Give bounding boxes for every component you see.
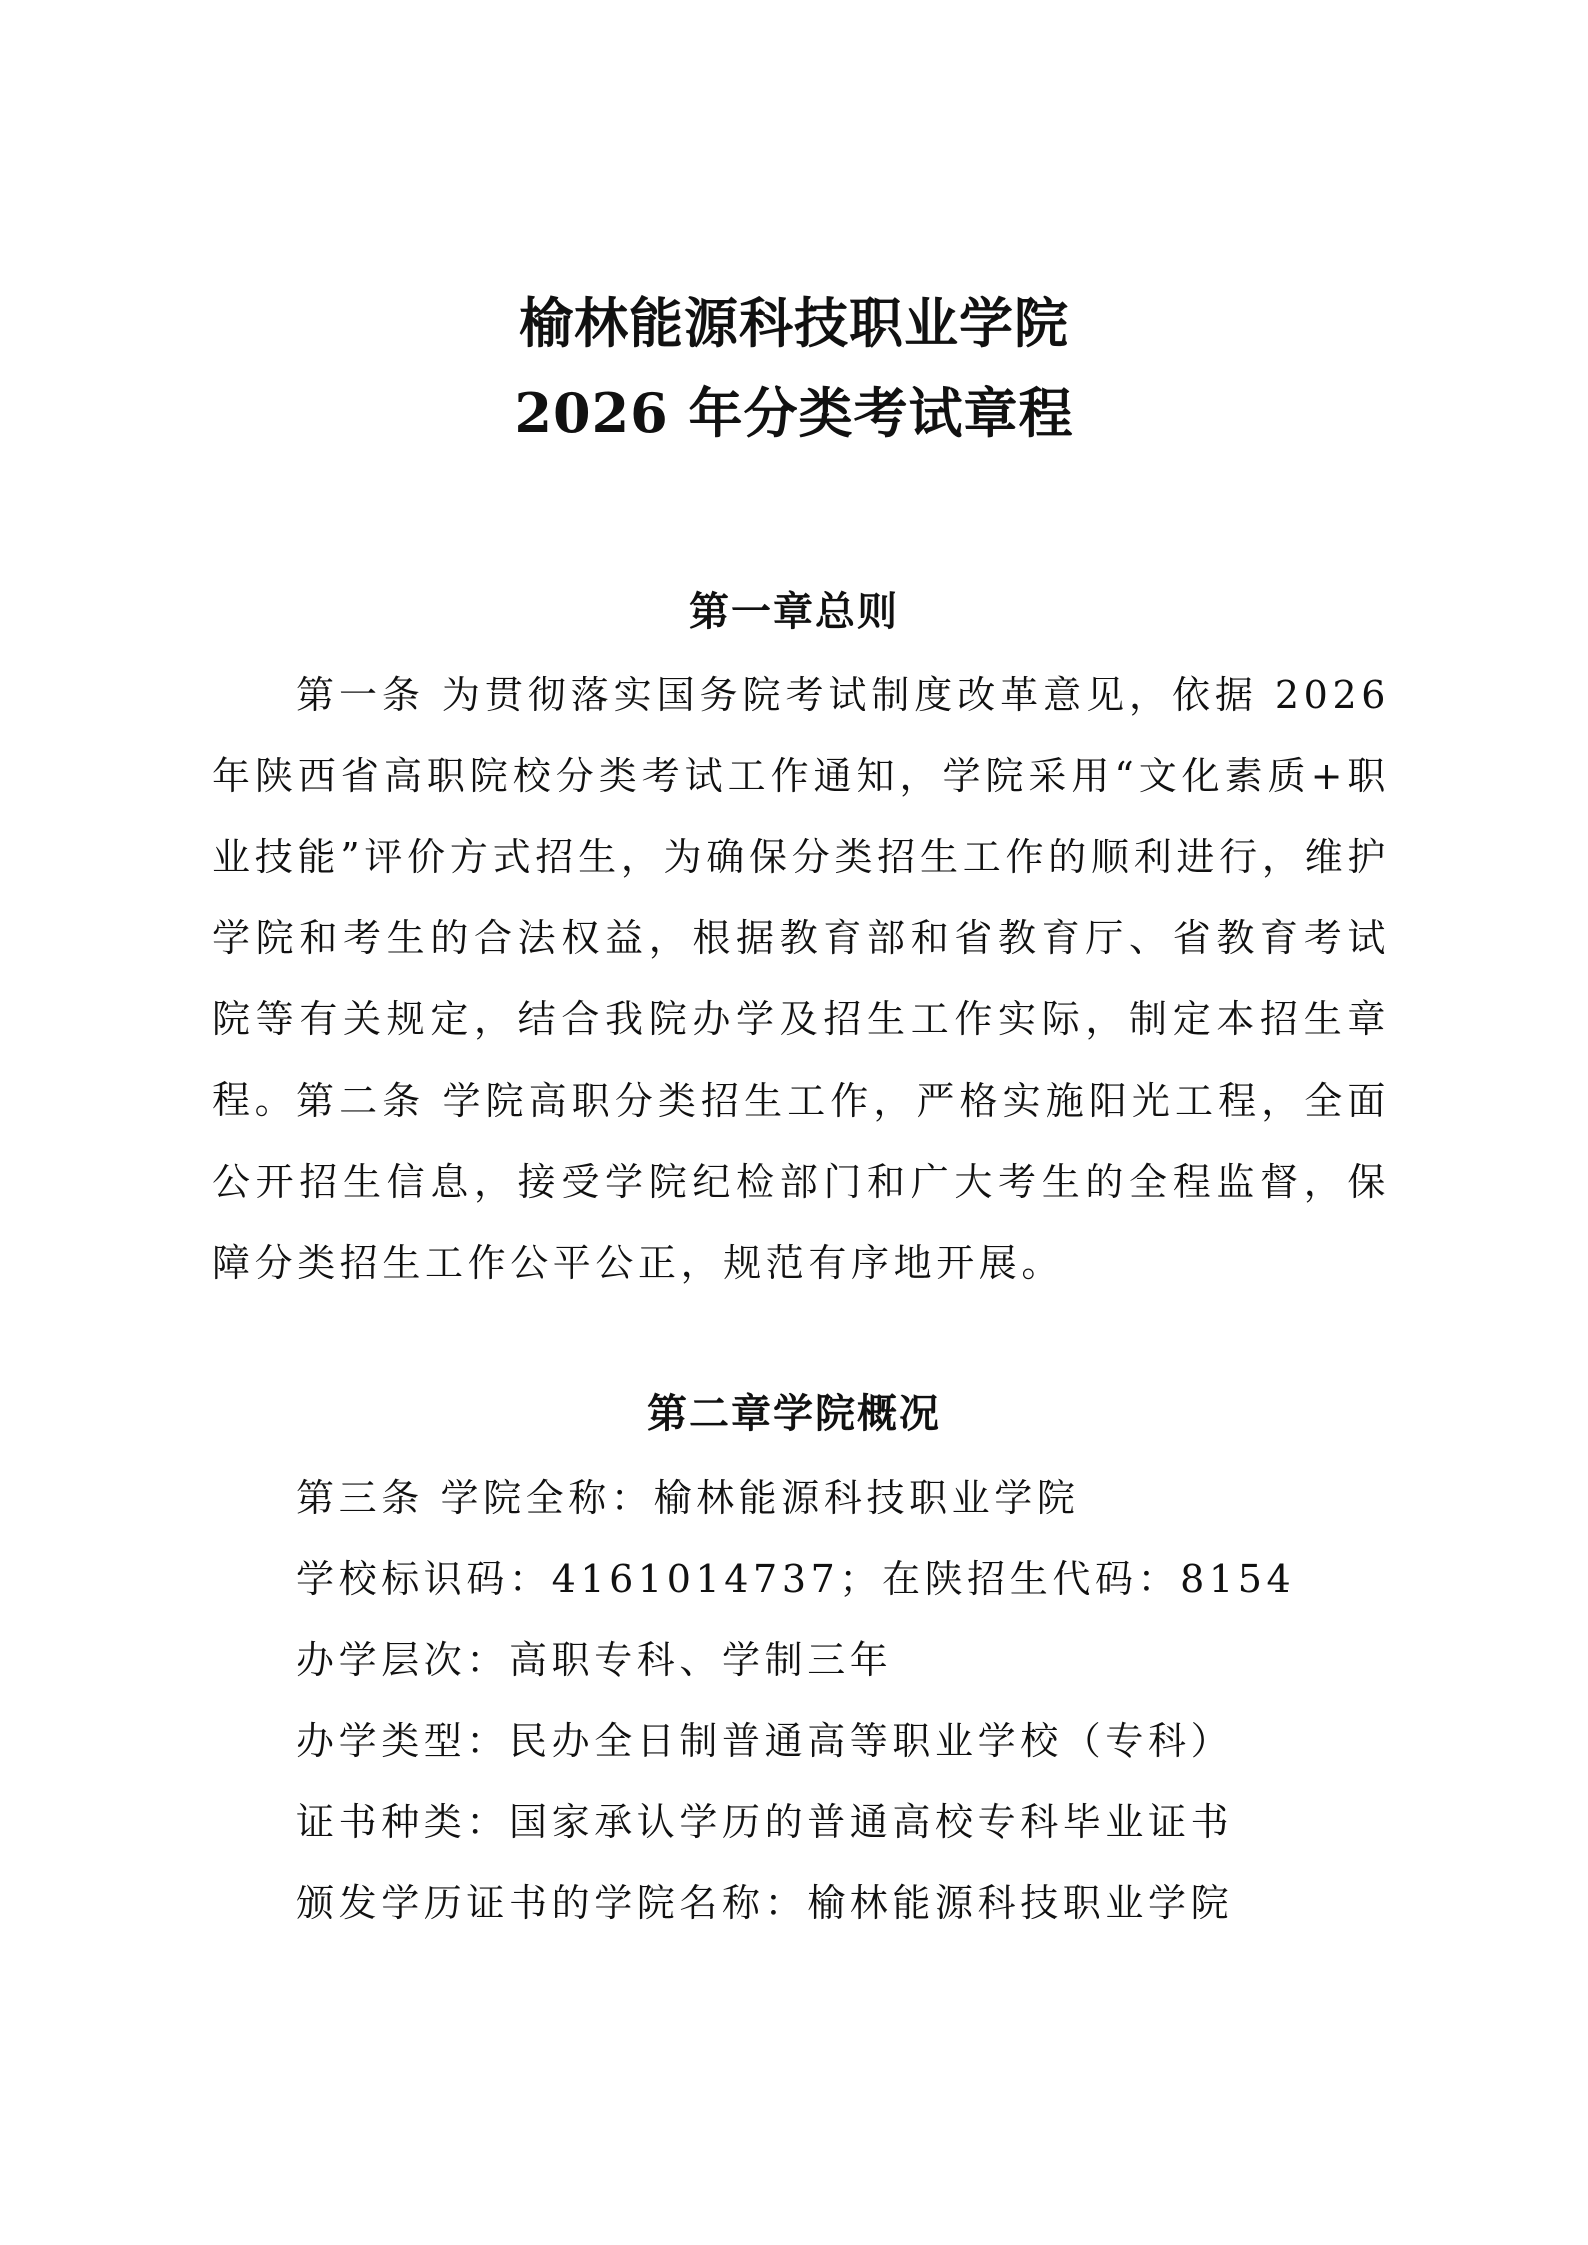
- article-3-full-name: 第三条 学院全称：榆林能源科技职业学院: [296, 1476, 1080, 1520]
- chapter-1-heading: 第一章总则: [689, 589, 899, 635]
- title-line-2: 2026 年分类考试章程: [514, 381, 1074, 445]
- chapter-2-heading: 第二章学院概况: [647, 1391, 941, 1437]
- issuing-school-line: 颁发学历证书的学院名称：榆林能源科技职业学院: [296, 1881, 1234, 1925]
- article-1-paragraph: 第一条 为贯彻落实国务院考试制度改革意见，依据 2026 年陕西省高职院校分类考试工作通知，学院采用“文化素质+职业技能”评价方式招生，为确保分类招生工作的顺利进行，维护学院和考生的合法权益，根据教育部和省教育厅、省教育考试院等有关规定，结合我院办学及招生工作实际，制定本招生章程。: [212, 673, 1390, 1122]
- document-title: [0, 278, 1588, 458]
- school-code-line: 学校标识码：4161014737；在陕招生代码：8154: [296, 1557, 1296, 1601]
- education-level-line: 办学层次：高职专科、学制三年: [296, 1638, 893, 1682]
- article-2-paragraph: 第二条 学院高职分类招生工作，严格实施阳光工程，全面公开招生信息，接受学院纪检部门和广大考生的全程监督，保障分类招生工作公平公正，规范有序地开展。: [212, 1079, 1390, 1285]
- title-line-1: 榆林能源科技职业学院: [519, 291, 1069, 355]
- certificate-type-line: 证书种类：国家承认学历的普通高校专科毕业证书: [296, 1800, 1234, 1844]
- school-type-line: 办学类型：民办全日制普通高等职业学校（专科）: [296, 1719, 1234, 1763]
